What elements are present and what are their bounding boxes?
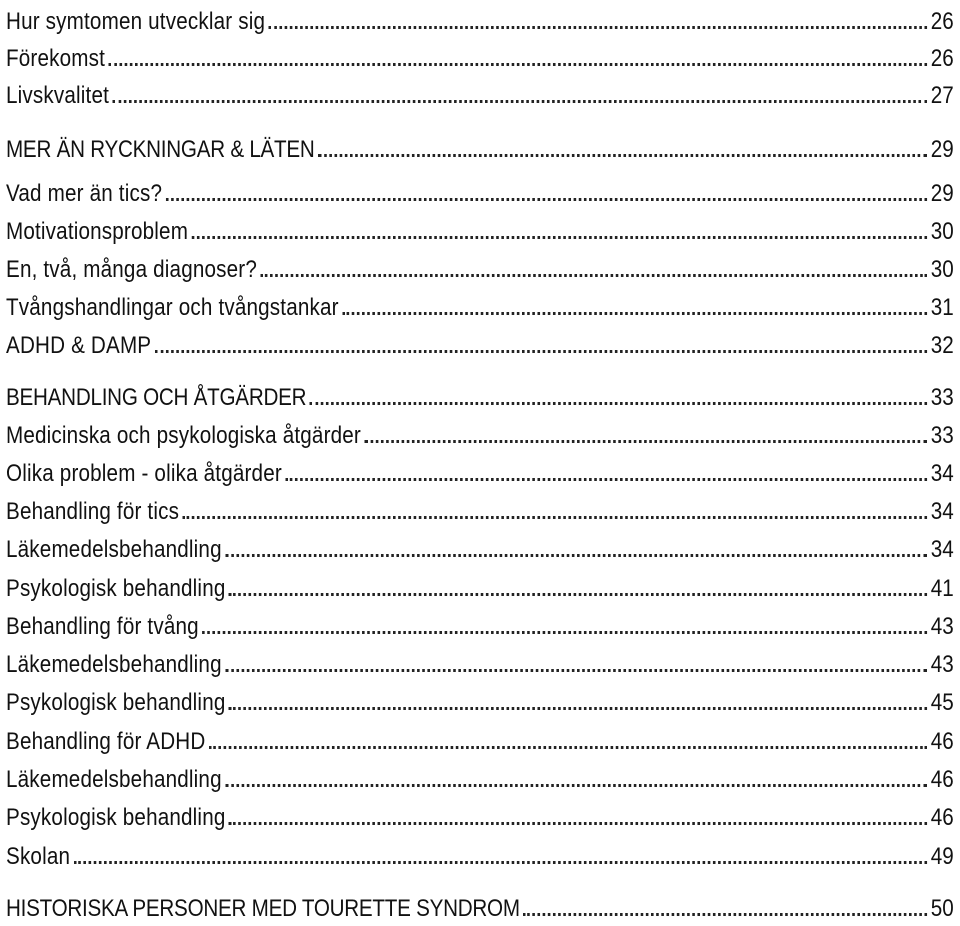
toc-entry	[6, 452, 954, 486]
toc-page-number: 34	[930, 460, 954, 487]
toc-page-number: 26	[930, 45, 954, 72]
toc-entry	[6, 210, 954, 244]
toc-page-number: 30	[930, 218, 954, 245]
toc-entry	[6, 835, 954, 869]
toc-entry-title: Behandling för tics	[6, 498, 180, 525]
toc-page-number: 34	[930, 498, 954, 525]
toc-entry	[6, 887, 954, 921]
dot-leader	[183, 516, 928, 519]
toc-page-number: 46	[930, 728, 954, 755]
toc-entry-title: En, två, många diagnoser?	[6, 256, 257, 283]
dot-leader	[112, 100, 927, 103]
dot-leader	[225, 554, 927, 557]
toc-entry	[6, 605, 954, 639]
toc-entry	[6, 74, 954, 108]
toc-entry	[6, 528, 954, 562]
toc-page-number: 29	[930, 180, 954, 207]
toc-entry	[6, 720, 954, 754]
dot-leader	[74, 861, 928, 864]
toc-entry	[6, 490, 954, 524]
toc-page-number: 43	[930, 651, 954, 678]
toc-page-number: 32	[930, 332, 954, 359]
toc-entry	[6, 376, 954, 410]
toc-page-number: 31	[930, 294, 954, 321]
toc-section-heading: MER ÄN RYCKNINGAR & LÄTEN	[6, 136, 315, 163]
toc-entry	[6, 796, 954, 830]
toc-entry-title: Läkemedelsbehandling	[6, 766, 222, 793]
toc-page-number: 34	[930, 536, 954, 563]
toc-entry	[6, 758, 954, 792]
toc-entry-title: Tvångshandlingar och tvångstankar	[6, 294, 339, 321]
toc-entry-title: Behandling för ADHD	[6, 728, 206, 755]
dot-leader	[229, 593, 927, 596]
dot-leader	[166, 198, 928, 201]
toc-entry-title: Läkemedelsbehandling	[6, 536, 222, 563]
toc-entry-title: Förekomst	[6, 45, 106, 72]
dot-leader	[523, 913, 927, 916]
dot-leader	[209, 746, 927, 749]
toc-page-number: 27	[930, 82, 954, 109]
toc-entry-title: Psykologisk behandling	[6, 804, 226, 831]
toc-entry-title: Läkemedelsbehandling	[6, 651, 222, 678]
toc-entry	[6, 643, 954, 677]
toc-page-number: 46	[930, 766, 954, 793]
toc-entry	[6, 414, 954, 448]
toc-entry	[6, 324, 954, 358]
toc-entry-title: Livskvalitet	[6, 82, 110, 109]
dot-leader	[225, 669, 927, 672]
toc-page-number: 41	[930, 575, 954, 602]
toc-entry	[6, 567, 954, 601]
toc-entry-title: Medicinska och psykologiska åtgärder	[6, 422, 361, 449]
dot-leader	[202, 631, 927, 634]
toc-page-number: 29	[930, 136, 954, 163]
dot-leader	[342, 312, 927, 315]
toc-entry-title: Motivationsproblem	[6, 218, 189, 245]
dot-leader	[108, 63, 927, 66]
toc-page-number: 43	[930, 613, 954, 640]
toc-entry-title: Psykologisk behandling	[6, 689, 226, 716]
toc-page-number: 33	[930, 384, 954, 411]
toc-entry	[6, 128, 954, 162]
toc-section-heading: HISTORISKA PERSONER MED TOURETTE SYNDROM	[6, 895, 520, 922]
toc-entry-title: ADHD & DAMP	[6, 332, 152, 359]
toc-entry-title: Behandling för tvång	[6, 613, 199, 640]
dot-leader	[155, 350, 928, 353]
dot-leader	[192, 236, 928, 239]
toc-entry-title: Skolan	[6, 843, 71, 870]
dot-leader	[285, 478, 927, 481]
toc-entry-title: Hur symtomen utvecklar sig	[6, 8, 266, 35]
toc-entry	[6, 286, 954, 320]
dot-leader	[229, 707, 927, 710]
dot-leader	[260, 274, 927, 277]
toc-page-number: 45	[930, 689, 954, 716]
toc-section-heading: BEHANDLING OCH ÅTGÄRDER	[6, 384, 307, 411]
toc-entry-title: Psykologisk behandling	[6, 575, 226, 602]
toc-page-number: 26	[930, 8, 954, 35]
dot-leader	[310, 402, 928, 405]
toc-page-number: 46	[930, 804, 954, 831]
dot-leader	[364, 440, 927, 443]
dot-leader	[229, 822, 927, 825]
dot-leader	[225, 784, 927, 787]
toc-page-number: 30	[930, 256, 954, 283]
toc-entry	[6, 172, 954, 206]
toc-entry	[6, 0, 954, 34]
toc-page-number: 49	[930, 843, 954, 870]
toc-entry	[6, 248, 954, 282]
dot-leader	[318, 154, 927, 157]
toc-entry-title: Vad mer än tics?	[6, 180, 163, 207]
dot-leader	[269, 26, 928, 29]
toc-entry	[6, 681, 954, 715]
toc-entry-title: Olika problem - olika åtgärder	[6, 460, 282, 487]
toc-page-number: 50	[930, 895, 954, 922]
toc-page-number: 33	[930, 422, 954, 449]
toc-entry	[6, 37, 954, 71]
